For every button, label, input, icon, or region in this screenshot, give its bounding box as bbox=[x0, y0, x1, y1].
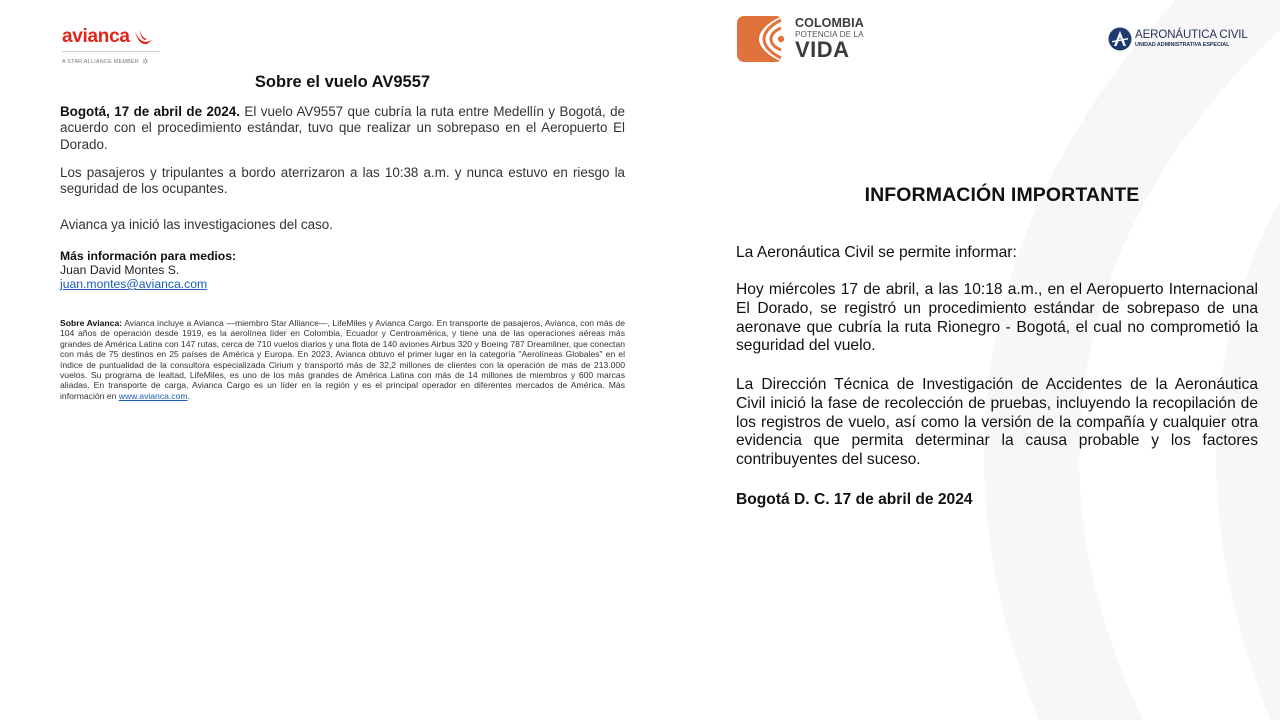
aerocivil-logo-line1: AERONÁUTICA CIVIL bbox=[1135, 29, 1248, 42]
paragraph-investigation: Avianca ya inició las investigaciones del caso. bbox=[60, 217, 333, 232]
star-alliance-tagline bbox=[62, 57, 172, 66]
colombia-logo-line3: VIDA bbox=[795, 36, 850, 62]
statement-paragraph-investigation: La Dirección Técnica de Investigación de Accidentes de la Aeronáutica Civil inició la fase de recolección de pruebas, incluyendo la recopilación de los registros de vuelo, así como la versión de la compañía y cualquier otra evidencia que permita determinar la causa probable y los factores contribuyentes del suceso. bbox=[736, 376, 1258, 469]
arcs-watermark bbox=[640, 0, 1280, 720]
colombia-potencia-de-la-vida-logo bbox=[737, 14, 864, 64]
aerocivil-logo-line2: UNIDAD ADMINISTRATIVA ESPECIAL bbox=[1135, 41, 1230, 48]
avianca-logo bbox=[62, 27, 172, 66]
media-contact-email-link[interactable]: juan.montes@avianca.com bbox=[60, 277, 208, 291]
aerocivil-emblem-icon bbox=[1108, 27, 1132, 51]
about-avianca bbox=[60, 318, 625, 401]
avianca-bird-icon bbox=[132, 29, 154, 47]
press-release-title: Sobre el vuelo AV9557 bbox=[254, 73, 431, 91]
colombia-logo-line1: COLOMBIA bbox=[795, 16, 864, 31]
media-contact bbox=[60, 249, 236, 291]
paragraph-passengers: Los pasajeros y tripulantes a bordo aterrizaron a las 10:38 a.m. y nunca estuvo en riesgo la seguridad de los ocupantes. bbox=[60, 165, 625, 197]
statement-signature-date: Bogotá D. C. 17 de abril de 2024 bbox=[736, 491, 973, 508]
media-contact-name: Juan David Montes S. bbox=[60, 263, 180, 277]
statement-paragraph-event: Hoy miércoles 17 de abril, a las 10:18 a.m., en el Aeropuerto Internacional El Dorado, se registró un procedimiento estándar de sobrepaso de una aeronave que cubría la ruta Rionegro - Bogotá, el cual no comprometió la seguridad del vuelo. bbox=[736, 281, 1258, 355]
avianca-wordmark: avianca bbox=[62, 26, 130, 47]
logo-divider bbox=[62, 51, 160, 52]
aerocivil-statement bbox=[640, 0, 1280, 720]
statement-title: INFORMACIÓN IMPORTANTE bbox=[864, 184, 1140, 206]
star-alliance-icon: ✲ bbox=[142, 57, 149, 66]
about-avianca-label: Sobre Avianca: bbox=[60, 318, 123, 328]
colombia-logo-line2: POTENCIA DE LA bbox=[795, 29, 864, 39]
paragraph-intro-text: El vuelo AV9557 que cubría la ruta entre Medellín y Bogotá, de acuerdo con el procedimiento estándar, tuvo que realizar un sobrepaso en el Aeropuerto El Dorado. bbox=[60, 104, 626, 152]
media-contact-label: Más información para medios: bbox=[60, 249, 237, 263]
about-tail: . bbox=[187, 390, 190, 401]
tagline-text: A STAR ALLIANCE MEMBER bbox=[62, 58, 140, 65]
avianca-website-link[interactable]: www.avianca.com bbox=[118, 390, 188, 401]
dateline: Bogotá, 17 de abril de 2024. bbox=[60, 104, 240, 119]
about-avianca-text: Avianca incluye a Avianca —miembro Star Alliance—, LifeMiles y Avianca Cargo. En transporte de pasajeros, Avianca, con más de 104 años de operación desde 1919, es la aerolínea líder en Colombia, Ecuador y Centroamérica, y tiene una de las operaciones aéreas más grandes de América Latina con 147 rutas, cerca de 710 vuelos diarios y una flota de 140 aviones Airbus 320 y Boeing 787 Dreamliner, que conectan con más de 75 destinos en 25 países de América y Europa. En 2023, Avianca obtuvo el primer lugar en la categoría "Aerolíneas Globales" en el índice de puntualidad de la consultora especializada Cirium y transportó más de 32,2 millones de clientes con la operación de más de 213.000 vuelos. Su programa de lealtad, LifeMiles, es uno de los más grandes de América Latina con más de 14 millones de miembros y 600 marcas aliadas. En transporte de carga, Avianca Cargo es un líder en la región y es el principal operador en diferentes mercados de América. Más información en bbox=[60, 318, 625, 401]
aeronautica-civil-logo bbox=[1108, 27, 1248, 51]
paragraph-intro bbox=[60, 104, 625, 153]
colombia-signal-icon bbox=[737, 14, 789, 64]
statement-intro: La Aeronáutica Civil se permite informar: bbox=[736, 244, 1017, 261]
